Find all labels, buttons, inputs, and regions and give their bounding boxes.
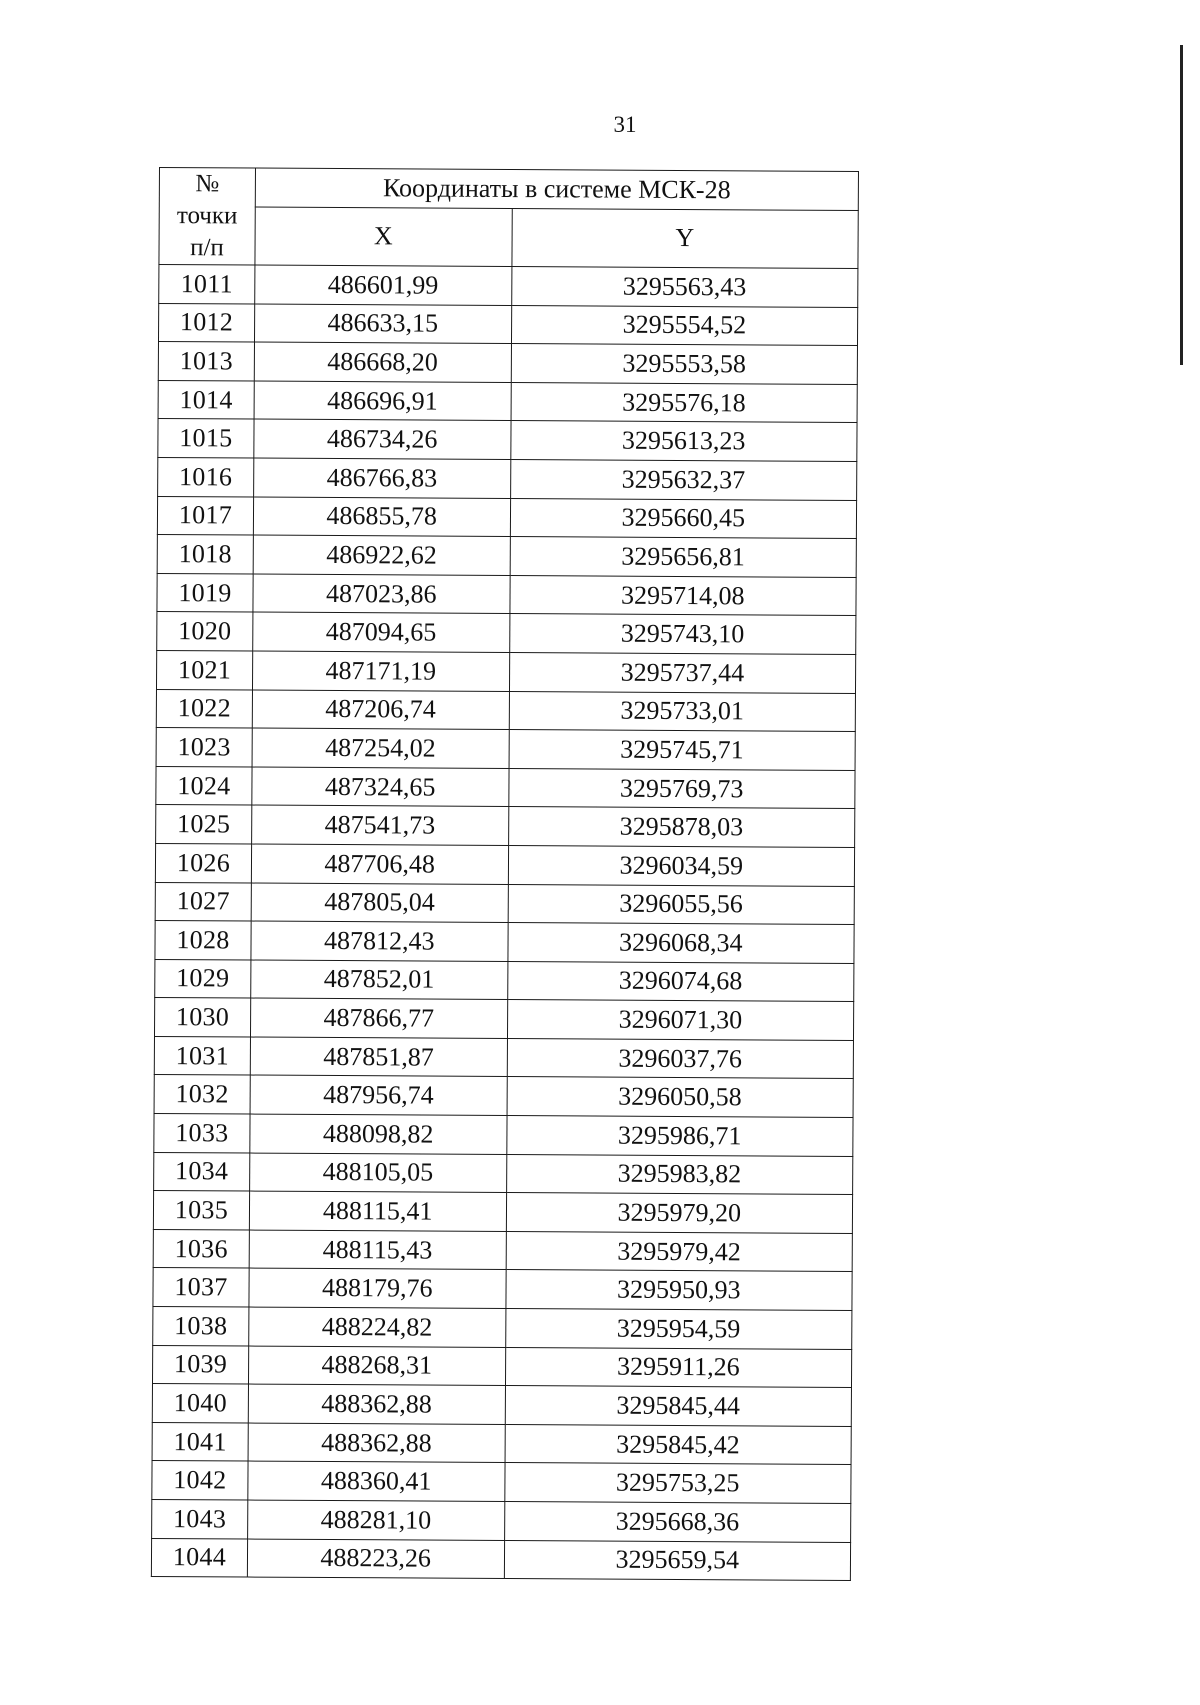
- y-coordinate-cell: 3296055,56: [508, 884, 855, 925]
- table-body: [151, 265, 858, 1581]
- point-number-cell: 1029: [155, 959, 251, 998]
- table-row: [157, 612, 856, 655]
- x-coordinate-cell: 487866,77: [250, 998, 507, 1038]
- table-row: [157, 496, 856, 539]
- x-coordinate-cell: 488362,88: [248, 1384, 505, 1424]
- x-coordinate-cell: 486633,15: [254, 304, 511, 344]
- y-coordinate-cell: 3295986,71: [506, 1116, 853, 1157]
- y-coordinate-cell: 3295632,37: [510, 459, 857, 500]
- point-number-cell: 1018: [157, 535, 253, 574]
- point-number-cell: 1016: [158, 457, 254, 496]
- y-coordinate-cell: 3296074,68: [507, 961, 854, 1002]
- point-number-cell: 1014: [158, 380, 254, 419]
- y-coordinate-cell: 3295743,10: [509, 614, 856, 655]
- x-coordinate-cell: 487094,65: [253, 612, 510, 652]
- point-number-cell: 1021: [156, 650, 252, 689]
- table-row: [156, 728, 855, 771]
- point-number-cell: 1027: [155, 882, 251, 921]
- point-number-cell: 1025: [156, 805, 252, 844]
- table-row: [157, 535, 856, 578]
- table-row: [154, 1036, 853, 1079]
- table-row: [152, 1499, 851, 1542]
- x-coordinate-cell: 487956,74: [250, 1076, 507, 1116]
- point-number-cell: 1011: [159, 265, 255, 304]
- table-row: [152, 1345, 851, 1388]
- x-coordinate-cell: 486766,83: [254, 458, 511, 498]
- x-coordinate-cell: 488268,31: [248, 1346, 505, 1386]
- y-coordinate-cell: 3295878,03: [508, 807, 855, 848]
- table-row: [152, 1422, 851, 1465]
- table-row: [155, 959, 854, 1002]
- y-coordinate-cell: 3295979,42: [506, 1231, 853, 1272]
- table-row: [154, 1152, 853, 1195]
- table-row: [155, 882, 854, 925]
- table-row: [156, 650, 855, 693]
- point-number-cell: 1037: [153, 1268, 249, 1307]
- point-number-cell: 1034: [154, 1152, 250, 1191]
- x-coordinate-cell: 488115,41: [249, 1191, 506, 1231]
- x-coordinate-cell: 488362,88: [248, 1423, 505, 1463]
- point-number-cell: 1015: [158, 419, 254, 458]
- x-coordinate-cell: 488115,43: [249, 1230, 506, 1270]
- x-coordinate-cell: 487541,73: [252, 805, 509, 845]
- y-coordinate-cell: 3295911,26: [505, 1347, 852, 1388]
- y-coordinate-cell: 3296034,59: [508, 845, 855, 886]
- table-row: [152, 1461, 851, 1504]
- table-row: [156, 766, 855, 809]
- x-coordinate-cell: 487812,43: [251, 921, 508, 961]
- x-column-header: X: [255, 207, 512, 267]
- x-coordinate-cell: 487851,87: [250, 1037, 507, 1077]
- x-coordinate-cell: 486922,62: [253, 535, 510, 575]
- table-row: [153, 1229, 852, 1272]
- y-column-header: Y: [511, 208, 858, 268]
- table-row: [156, 805, 855, 848]
- table-row: [158, 457, 857, 500]
- x-coordinate-cell: 487206,74: [252, 690, 509, 730]
- y-coordinate-cell: 3295733,01: [509, 691, 856, 732]
- x-coordinate-cell: 487805,04: [251, 883, 508, 923]
- point-number-cell: 1019: [157, 573, 253, 612]
- y-coordinate-cell: 3295845,42: [505, 1424, 852, 1465]
- y-coordinate-cell: 3295553,58: [511, 344, 858, 385]
- y-coordinate-cell: 3295979,20: [506, 1193, 853, 1234]
- x-coordinate-cell: 487254,02: [252, 728, 509, 768]
- y-coordinate-cell: 3295983,82: [506, 1154, 853, 1195]
- x-coordinate-cell: 487706,48: [251, 844, 508, 884]
- table-row: [154, 998, 853, 1041]
- point-number-cell: 1031: [154, 1036, 250, 1075]
- y-coordinate-cell: 3295950,93: [505, 1270, 852, 1311]
- x-coordinate-cell: 488105,05: [250, 1153, 507, 1193]
- y-coordinate-cell: 3295660,45: [510, 498, 857, 539]
- table-row: [155, 843, 854, 886]
- y-coordinate-cell: 3295954,59: [505, 1309, 852, 1350]
- table-row: [151, 1538, 850, 1581]
- point-number-cell: 1040: [152, 1384, 248, 1423]
- x-coordinate-cell: 487852,01: [251, 960, 508, 1000]
- point-number-cell: 1043: [152, 1499, 248, 1538]
- x-coordinate-cell: 487023,86: [253, 574, 510, 614]
- y-coordinate-cell: 3296071,30: [507, 1000, 854, 1041]
- x-coordinate-cell: 488281,10: [248, 1500, 505, 1540]
- point-number-cell: 1023: [156, 728, 252, 767]
- point-number-cell: 1032: [154, 1075, 250, 1114]
- table-row: [152, 1384, 851, 1427]
- x-coordinate-cell: 486601,99: [255, 265, 512, 305]
- table-row: [156, 689, 855, 732]
- table-row: [158, 303, 857, 346]
- x-coordinate-cell: 488224,82: [249, 1307, 506, 1347]
- point-number-cell: 1022: [156, 689, 252, 728]
- point-number-cell: 1028: [155, 921, 251, 960]
- coordinate-system-header: Координаты в системе МСК-28: [255, 168, 858, 210]
- table-row: [157, 573, 856, 616]
- x-coordinate-cell: 486696,91: [254, 381, 511, 421]
- table-row: [159, 265, 858, 308]
- point-number-cell: 1041: [152, 1422, 248, 1461]
- point-number-cell: 1038: [153, 1307, 249, 1346]
- y-coordinate-cell: 3295563,43: [511, 267, 858, 308]
- table-row: [153, 1268, 852, 1311]
- point-number-cell: 1012: [158, 303, 254, 342]
- table-row: [153, 1307, 852, 1350]
- table-row: [158, 342, 857, 385]
- x-coordinate-cell: 488223,26: [247, 1539, 504, 1579]
- table-row: [154, 1114, 853, 1157]
- y-coordinate-cell: 3295845,44: [505, 1386, 852, 1427]
- point-label: точки: [176, 202, 238, 230]
- x-coordinate-cell: 488179,76: [249, 1268, 506, 1308]
- x-coordinate-cell: 488098,82: [250, 1114, 507, 1154]
- point-number-cell: 1044: [151, 1538, 247, 1577]
- x-coordinate-cell: 486855,78: [253, 497, 510, 537]
- y-coordinate-cell: 3295769,73: [508, 768, 855, 809]
- x-coordinate-cell: 488360,41: [248, 1461, 505, 1501]
- page-number: 31: [613, 112, 637, 137]
- y-coordinate-cell: 3296068,34: [507, 923, 854, 964]
- point-number-cell: 1024: [156, 766, 252, 805]
- table-row: [158, 419, 857, 462]
- x-coordinate-cell: 486734,26: [254, 419, 511, 459]
- x-coordinate-cell: 487324,65: [252, 767, 509, 807]
- table-row: [153, 1191, 852, 1234]
- y-coordinate-cell: 3295753,25: [504, 1463, 851, 1504]
- point-number-cell: 1042: [152, 1461, 248, 1500]
- point-number-cell: 1036: [153, 1229, 249, 1268]
- y-coordinate-cell: 3296050,58: [507, 1077, 854, 1118]
- y-coordinate-cell: 3295745,71: [509, 730, 856, 771]
- y-coordinate-cell: 3295659,54: [504, 1540, 851, 1581]
- point-number-header: [159, 168, 255, 266]
- y-coordinate-cell: 3295576,18: [511, 382, 858, 423]
- point-number-cell: 1017: [157, 496, 253, 535]
- y-coordinate-cell: 3295554,52: [511, 305, 858, 346]
- table-row: [158, 380, 857, 423]
- point-number-cell: 1039: [152, 1345, 248, 1384]
- table-row: [155, 921, 854, 964]
- point-number-cell: 1020: [157, 612, 253, 651]
- number-sign: №: [195, 170, 220, 198]
- point-number-cell: 1035: [153, 1191, 249, 1230]
- coordinates-table: [151, 167, 859, 1581]
- point-number-cell: 1030: [154, 998, 250, 1037]
- y-coordinate-cell: 3295656,81: [510, 537, 857, 578]
- table-header: [159, 168, 859, 269]
- x-coordinate-cell: 487171,19: [252, 651, 509, 691]
- y-coordinate-cell: 3296037,76: [507, 1038, 854, 1079]
- point-number-cell: 1026: [155, 843, 251, 882]
- point-number-cell: 1013: [158, 342, 254, 381]
- y-coordinate-cell: 3295714,08: [509, 575, 856, 616]
- y-coordinate-cell: 3295668,36: [504, 1502, 851, 1543]
- x-coordinate-cell: 486668,20: [254, 342, 511, 382]
- y-coordinate-cell: 3295737,44: [509, 652, 856, 693]
- order-label: п/п: [190, 234, 224, 262]
- point-number-cell: 1033: [154, 1114, 250, 1153]
- table-row: [154, 1075, 853, 1118]
- y-coordinate-cell: 3295613,23: [510, 421, 857, 462]
- scan-edge-line: [1180, 45, 1183, 365]
